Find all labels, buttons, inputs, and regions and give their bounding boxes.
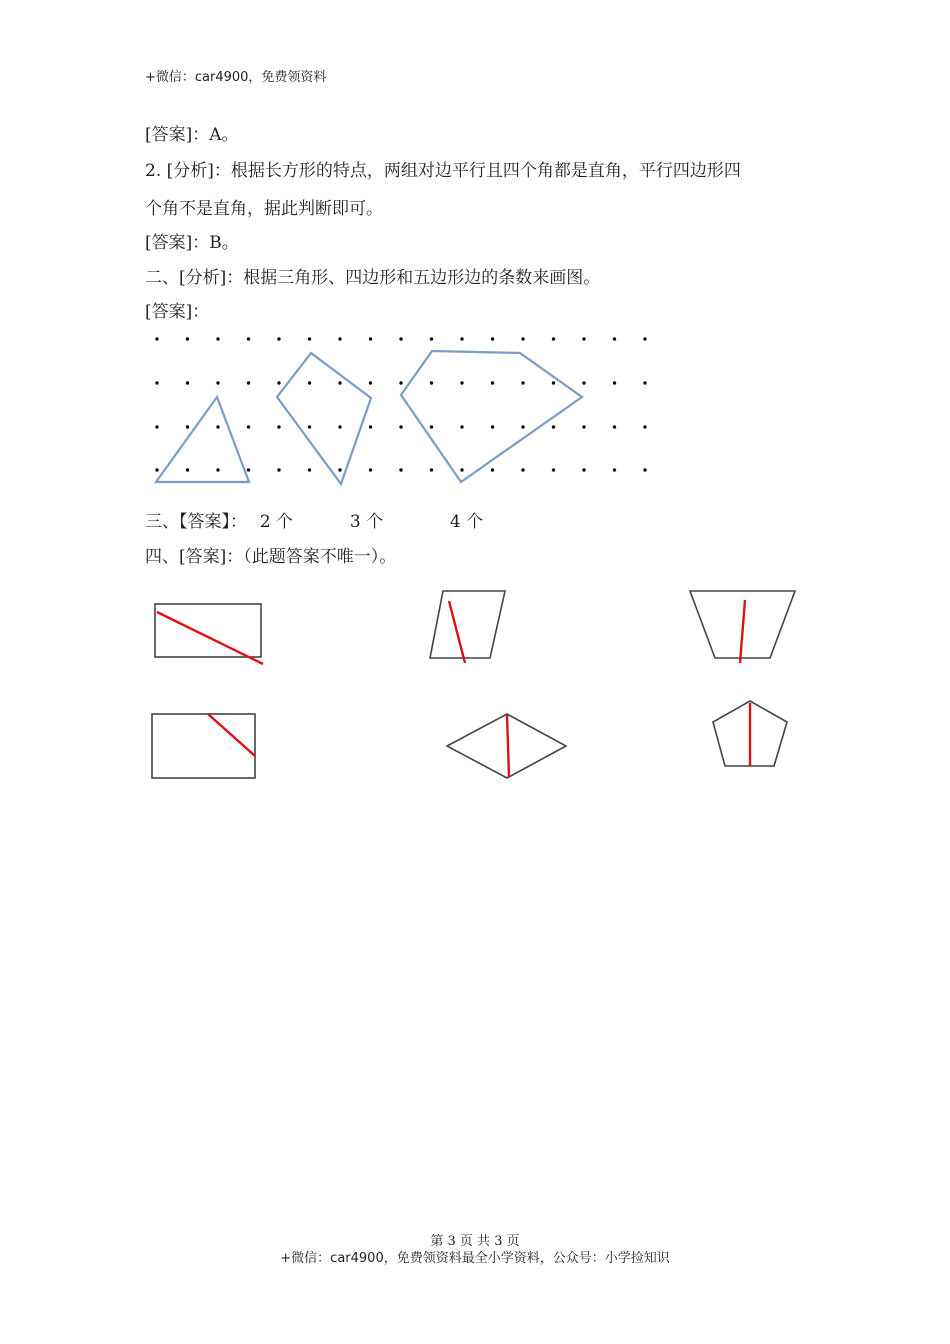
header-note: +微信：car4900，免费领资料 <box>145 70 327 85</box>
rhombus-shape <box>447 714 566 778</box>
cut-line <box>740 600 745 663</box>
footer-note: +微信：car4900，免费领资料最全小学资料，公众号：小学捡知识 <box>280 1251 670 1266</box>
cut-line <box>507 715 509 777</box>
analysis-2-line1: 2. [分析]：根据长方形的特点，两组对边平行且四个角都是直角，平行四边形四 <box>145 161 741 181</box>
answer-2: [答案]：B。 <box>145 233 239 253</box>
page-number: 第 3 页 共 3 页 <box>430 1234 520 1249</box>
cut-line <box>449 601 465 663</box>
answer-quad-count: 3 个 <box>349 512 384 532</box>
answer-triangle-count: 2 个 <box>259 512 294 532</box>
answer-1: [答案]：A。 <box>145 125 239 145</box>
trapezoid-shape <box>690 591 795 663</box>
section-2-analysis: 二、[分析]：根据三角形、四边形和五边形边的条数来画图。 <box>145 268 601 288</box>
pentagon-outline <box>713 701 787 766</box>
cut-line <box>208 714 255 756</box>
section-3-prefix: 三、【答案】： <box>145 512 247 532</box>
rectangle-2 <box>152 714 255 778</box>
parallelogram-shape <box>430 591 505 663</box>
rectangle-1 <box>155 604 263 664</box>
answer-pentagon-count: 4 个 <box>449 512 484 532</box>
section-4-answer: 四、[答案]：（此题答案不唯一）。 <box>145 547 397 567</box>
analysis-2-line2: 个角不是直角，据此判断即可。 <box>145 199 383 219</box>
section-2-answer: [答案]： <box>145 302 210 322</box>
